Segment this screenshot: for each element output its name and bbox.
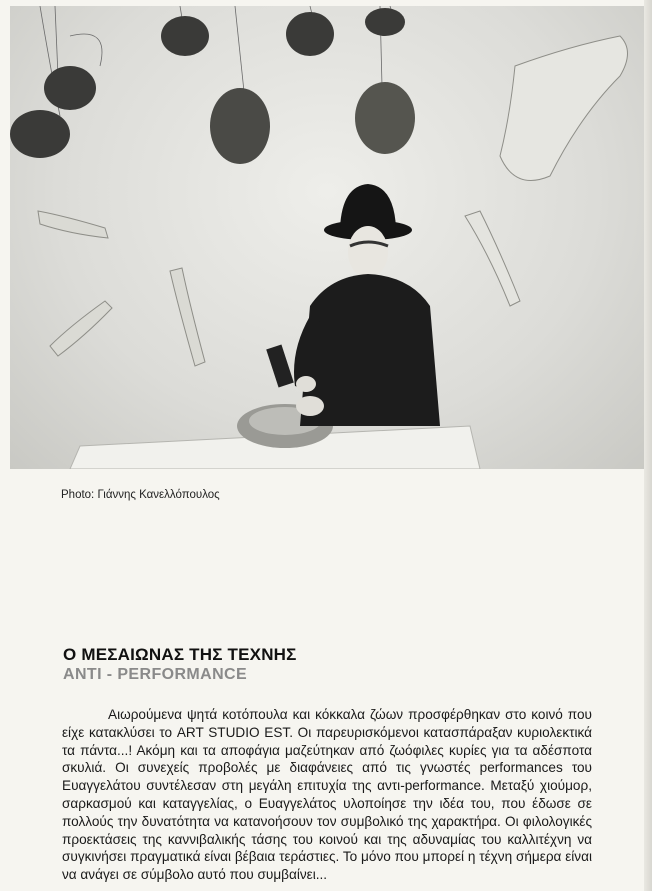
page-edge [644, 0, 652, 891]
performance-photo [10, 6, 644, 469]
performer [266, 184, 440, 426]
article-subtitle: ANTI - PERFORMANCE [63, 666, 248, 683]
photo-illustration [10, 6, 644, 469]
hanging-strings [40, 6, 395, 116]
article-body: Αιωρούμενα ψητά κοτόπουλα και κόκκαλα ζώων προσφέρθηκαν στο κοινό που είχε κατακλύσει το ART STUDIO EST. Οι παρευρισκόμενοι κατασπάραξαν κυριολεκτικά τα πάντα...! Ακόμη και τα αποφάγια μαζεύτηκαν από ζωόφιλες κυρίες για τα αδέσποτα σκυλιά. Οι συνεχείς προβολές με διαφάνειες από τις γνωστές performances του Ευαγγελάτου συντέλεσαν στη μεγάλη επιτυχία της αντι-performance. Μεταξύ χιούμορ, σαρκασμού και καταγγελίας, ο Ευαγγελάτος υλοποίησε την ιδέα του, που έδωσε σε πολλούς την δυνατότητα να κατανοήσουν τον συμβολικό της χαρακτήρα. Οι φιλολογικές προεκτάσεις της καννιβαλικής τάσης του κοινού και της αδυναμίας του καλλιτέχνη να συγκινήσει πραγματικά είναι βέβαια τεράστιες. Το μόνο που μπορεί η τέχνη σήμερα είναι να ανάγει σε σύμβολο αυτό που συμβαίνει... [62, 707, 592, 883]
hanging-chickens [10, 8, 415, 164]
photo-credit: Photo: Γιάννης Κανελλόπουλος [61, 489, 220, 501]
article-title: Ο ΜΕΣΑΙΩΝΑΣ ΤΗΣ ΤΕΧΝΗΣ [63, 645, 297, 664]
